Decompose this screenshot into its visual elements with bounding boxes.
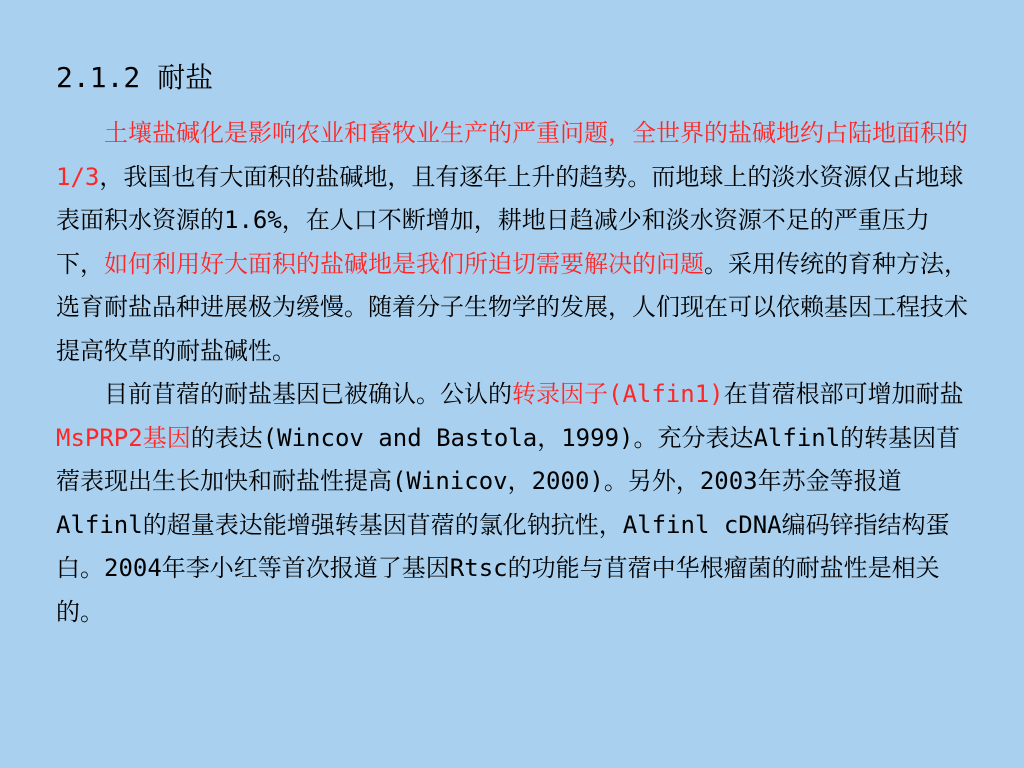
- body-text: ，我国也有大面积的盐碱地，且有逐年上升的趋势。而地球上的淡水资源仅占地球表面积水资源的1.6%，在人口不断增加，耕地日趋减少和淡水资源不足的严重压力下，: [56, 162, 964, 278]
- slide-body: [56, 112, 968, 634]
- highlighted-text: 转录因子(Alfin1): [512, 380, 724, 408]
- highlighted-text: 土壤盐碱化是影响农业和畜牧业生产的严重问题，全世界的盐碱地约占陆地面积的1/3: [56, 119, 968, 191]
- highlighted-text: 如何利用好大面积的盐碱地是我们所迫切需要解决的问题: [104, 249, 704, 278]
- highlighted-text: MsPRP2基因: [56, 423, 191, 452]
- paragraph: [56, 112, 968, 373]
- body-text: 。采用传统的育种方法，选育耐盐品种进展极为缓慢。随着分子生物学的发展，人们现在可以依赖基因工程技术提高牧草的耐盐碱性。: [56, 249, 968, 365]
- paragraph: [56, 373, 968, 634]
- body-text: 在苜蓿根部可增加耐盐: [723, 380, 964, 408]
- body-text: 目前苜蓿的耐盐基因已被确认。公认的: [104, 380, 512, 408]
- body-text: 的表达(Wincov and Bastola，1999)。充分表达Alfinl的转基因苜蓿表现出生长加快和耐盐性提高(Winicov，2000)。另外，2003年苏金等报道Alfinl的超量表达能增强转基因苜蓿的氯化钠抗性，Alfinl cDNA编码锌指结构蛋白。2004年李小红等首次报道了基因Rtsc的功能与苜蓿中华根瘤菌的耐盐性是相关的。: [56, 423, 961, 626]
- slide-title: 2.1.2 耐盐: [56, 61, 214, 94]
